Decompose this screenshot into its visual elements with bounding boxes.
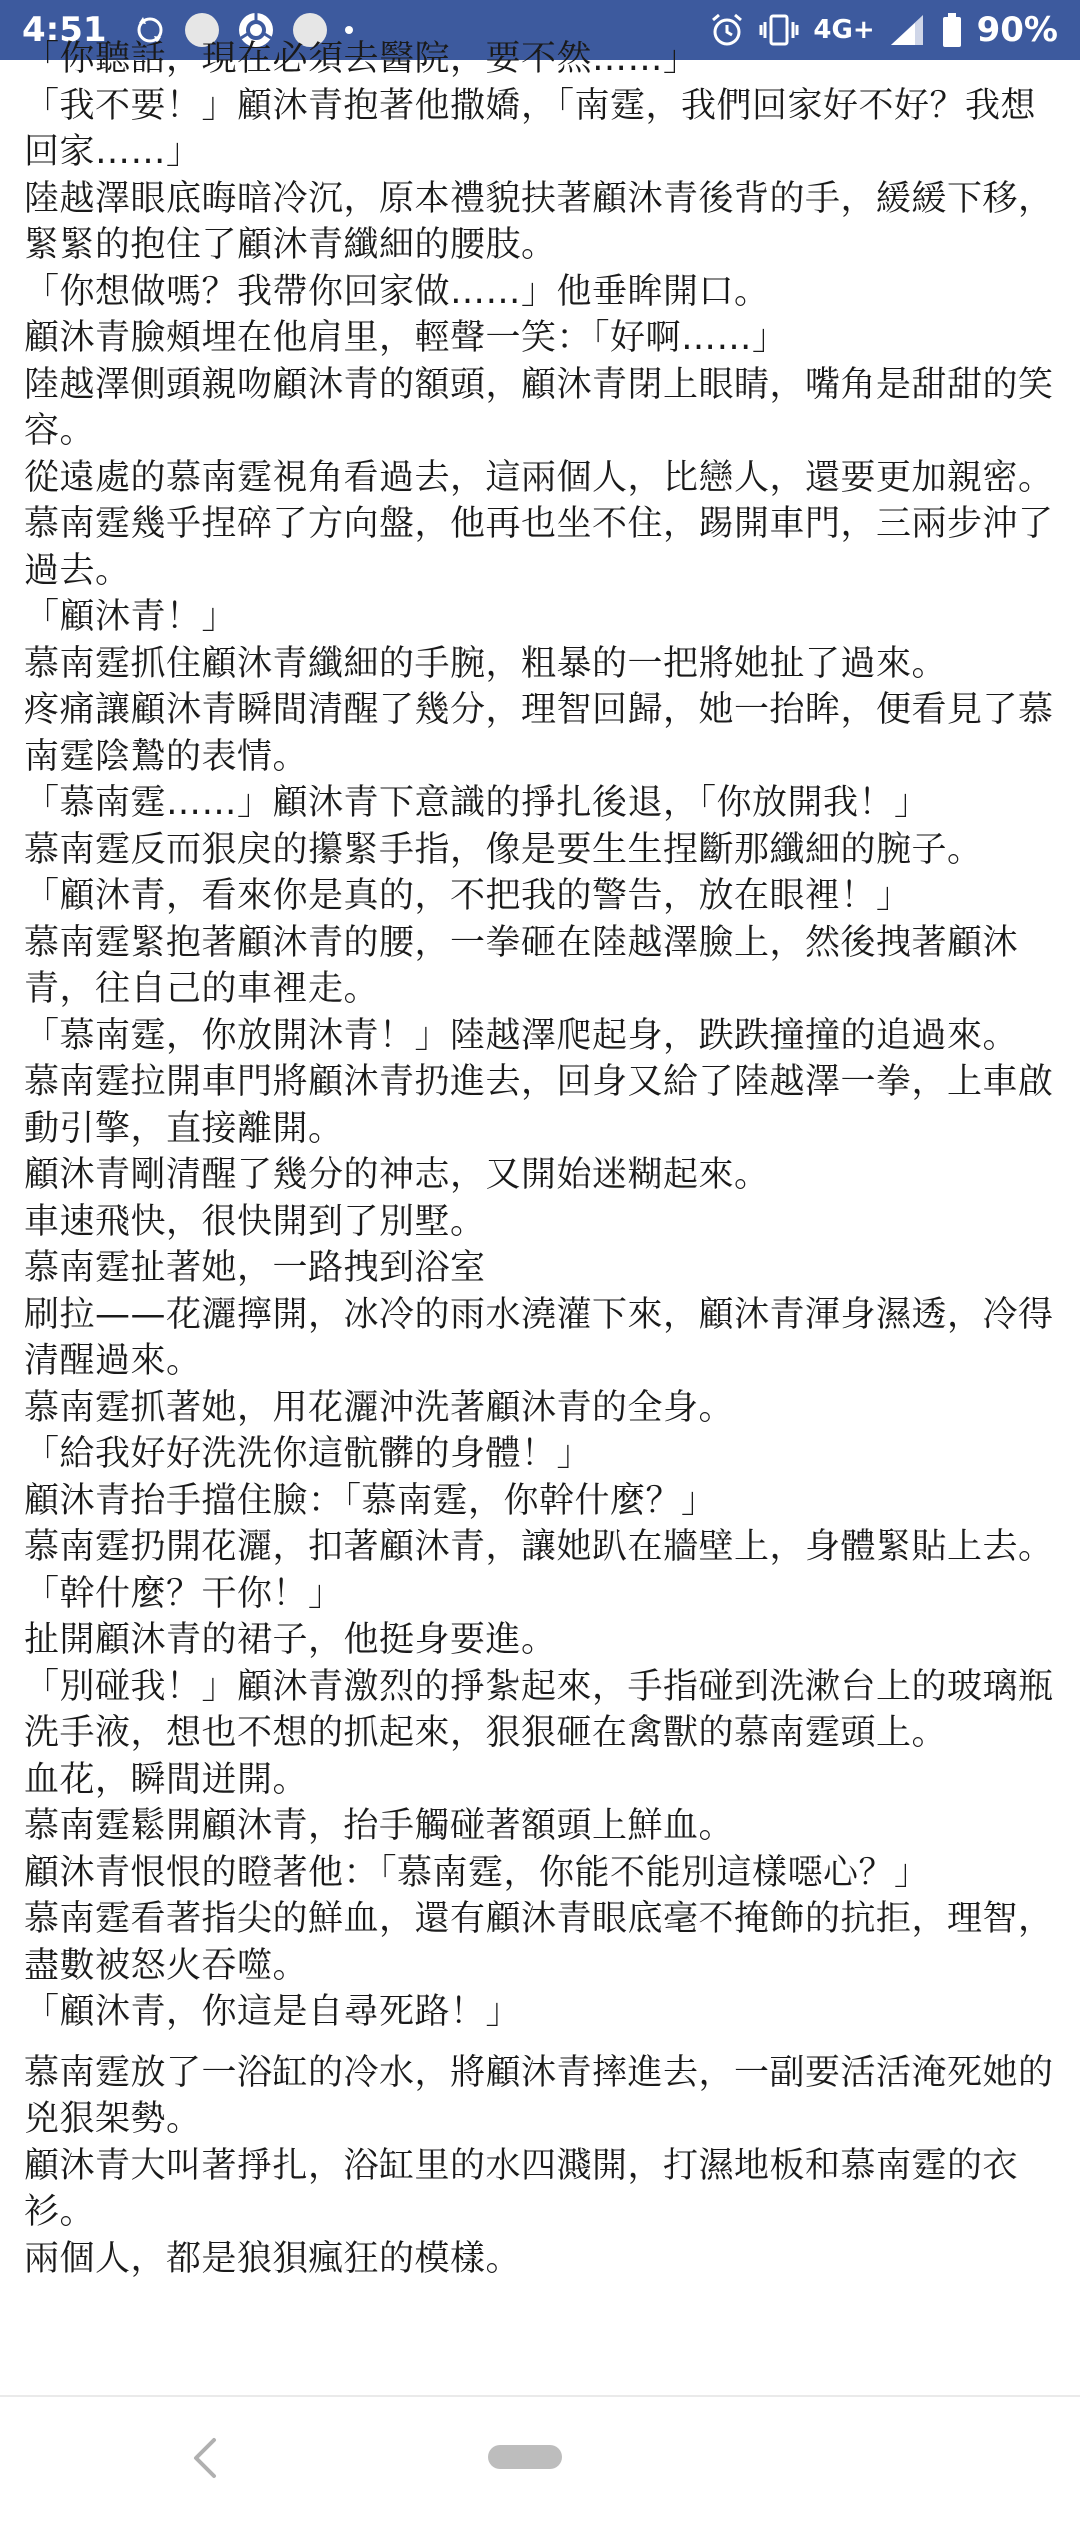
dot-icon — [345, 26, 353, 34]
home-pill-icon[interactable] — [488, 2445, 562, 2469]
story-paragraph: 「顧沐青，你這是自尋死路！」 — [24, 1992, 522, 2032]
story-paragraph: 顧沐青恨恨的瞪著他：「慕南霆，你能不能別這樣噁心？」 — [24, 1852, 930, 1893]
story-paragraph: 「慕南霆……」顧沐青下意識的掙扎後退，「你放開我！」 — [24, 783, 930, 823]
story-paragraph: 慕南霆緊抱著顧沐青的腰，一拳砸在陸越澤臉上，然後拽著顧沐青，往自己的車裡走。 — [24, 922, 1019, 1009]
story-paragraph: 「慕南霆，你放開沐青！」陸越澤爬起身，跌跌撞撞的追過來。 — [24, 1015, 1019, 1056]
story-paragraph: 慕南霆鬆開顧沐青，抬手觸碰著額頭上鮮血。 — [24, 1806, 735, 1846]
story-paragraph: 扯開顧沐青的裙子，他挺身要進。 — [24, 1620, 557, 1660]
story-paragraph: 血花，瞬間迸開。 — [24, 1759, 309, 1800]
story-paragraph: 陸越澤眼底晦暗冷沉，原本禮貌扶著顧沐青後背的手，緩緩下移，緊緊的抱住了顧沐青纖細的腰肢。 — [24, 178, 1054, 265]
story-paragraph: 車速飛快，很快開到了別墅。 — [24, 1201, 486, 1242]
network-type: 4G+ — [813, 15, 875, 45]
chevron-left-icon[interactable] — [180, 2433, 230, 2483]
story-paragraph: 「顧沐青，看來你是真的，不把我的警告，放在眼裡！」 — [24, 876, 912, 916]
story-paragraph: 慕南霆抓住顧沐青纖細的手腕，粗暴的一把將她扯了過來。 — [24, 643, 948, 684]
story-paragraph: 慕南霆扯著她，一路拽到浴室 — [24, 1248, 486, 1288]
story-paragraph: 慕南霆拉開車門將顧沐青扔進去，回身又給了陸越澤一拳，上車啟動引擎，直接離開。 — [24, 1062, 1054, 1149]
story-paragraph: 陸越澤側頭親吻顧沐青的額頭，顧沐青閉上眼睛，嘴角是甜甜的笑容。 — [24, 364, 1054, 451]
article-body[interactable] — [24, 36, 1064, 2396]
story-paragraph: 「我不要！」顧沐青抱著他撒嬌，「南霆，我們回家好不好？我想回家……」 — [24, 85, 1037, 172]
story-paragraph: 「你想做嗎？我帶你回家做……」他垂眸開口。 — [24, 271, 770, 312]
story-paragraph: 慕南霆抓著她，用花灑沖洗著顧沐青的全身。 — [24, 1387, 735, 1428]
story-paragraph: 從遠處的慕南霆視角看過去，這兩個人，比戀人，還要更加親密。 — [24, 457, 1054, 498]
story-paragraph: 「顧沐青！」 — [24, 597, 238, 637]
story-paragraph: 慕南霆看著指尖的鮮血，還有顧沐青眼底毫不掩飾的抗拒，理智，盡數被怒火吞噬。 — [24, 1899, 1054, 1986]
story-paragraph: 顧沐青抬手擋住臉：「慕南霆，你幹什麼？」 — [24, 1480, 717, 1521]
status-time: 4:51 — [22, 10, 107, 50]
story-paragraph: 顧沐青臉頰埋在他肩里，輕聲一笑：「好啊……」 — [24, 318, 788, 358]
story-paragraph: 慕南霆幾乎捏碎了方向盤，他再也坐不住，踢開車門，三兩步沖了過去。 — [24, 504, 1054, 591]
story-paragraph: 慕南霆扔開花灑，扣著顧沐青，讓她趴在牆壁上，身體緊貼上去。 — [24, 1527, 1054, 1567]
story-paragraph: 顧沐青剛清醒了幾分的神志，又開始迷糊起來。 — [24, 1155, 770, 1195]
story-paragraph: 慕南霆放了一浴缸的冷水，將顧沐青摔進去，一副要活活淹死她的兇狠架勢。 — [24, 2052, 1054, 2139]
battery-percent: 90% — [976, 10, 1058, 50]
story-paragraph: 疼痛讓顧沐青瞬間清醒了幾分，理智回歸，她一抬眸，便看見了慕南霆陰鷙的表情。 — [24, 690, 1054, 777]
story-paragraph: 顧沐青大叫著掙扎，浴缸里的水四濺開，打濕地板和慕南霆的衣衫。 — [24, 2145, 1019, 2232]
story-paragraph: 「別碰我！」顧沐青激烈的掙紮起來，手指碰到洗漱台上的玻璃瓶洗手液，想也不想的抓起來，狠狠砸在禽獸的慕南霆頭上。 — [24, 1666, 1054, 1753]
story-paragraph: 慕南霆反而狠戾的攥緊手指，像是要生生捏斷那纖細的腕子。 — [24, 829, 983, 870]
story-paragraph: 「幹什麼？干你！」 — [24, 1573, 344, 1614]
navigation-bar — [0, 2395, 1080, 2522]
story-paragraph: 刷拉——花灑擰開，冰冷的雨水澆灌下來，顧沐青渾身濕透，冷得清醒過來。 — [24, 1294, 1054, 1381]
story-paragraph: 兩個人，都是狼狽瘋狂的模樣。 — [24, 2238, 522, 2279]
story-paragraph: 「給我好好洗洗你這骯髒的身體！」 — [24, 1434, 593, 1474]
story-paragraph: 「你聽話，現在必須去醫院，要不然……」 — [24, 39, 699, 79]
